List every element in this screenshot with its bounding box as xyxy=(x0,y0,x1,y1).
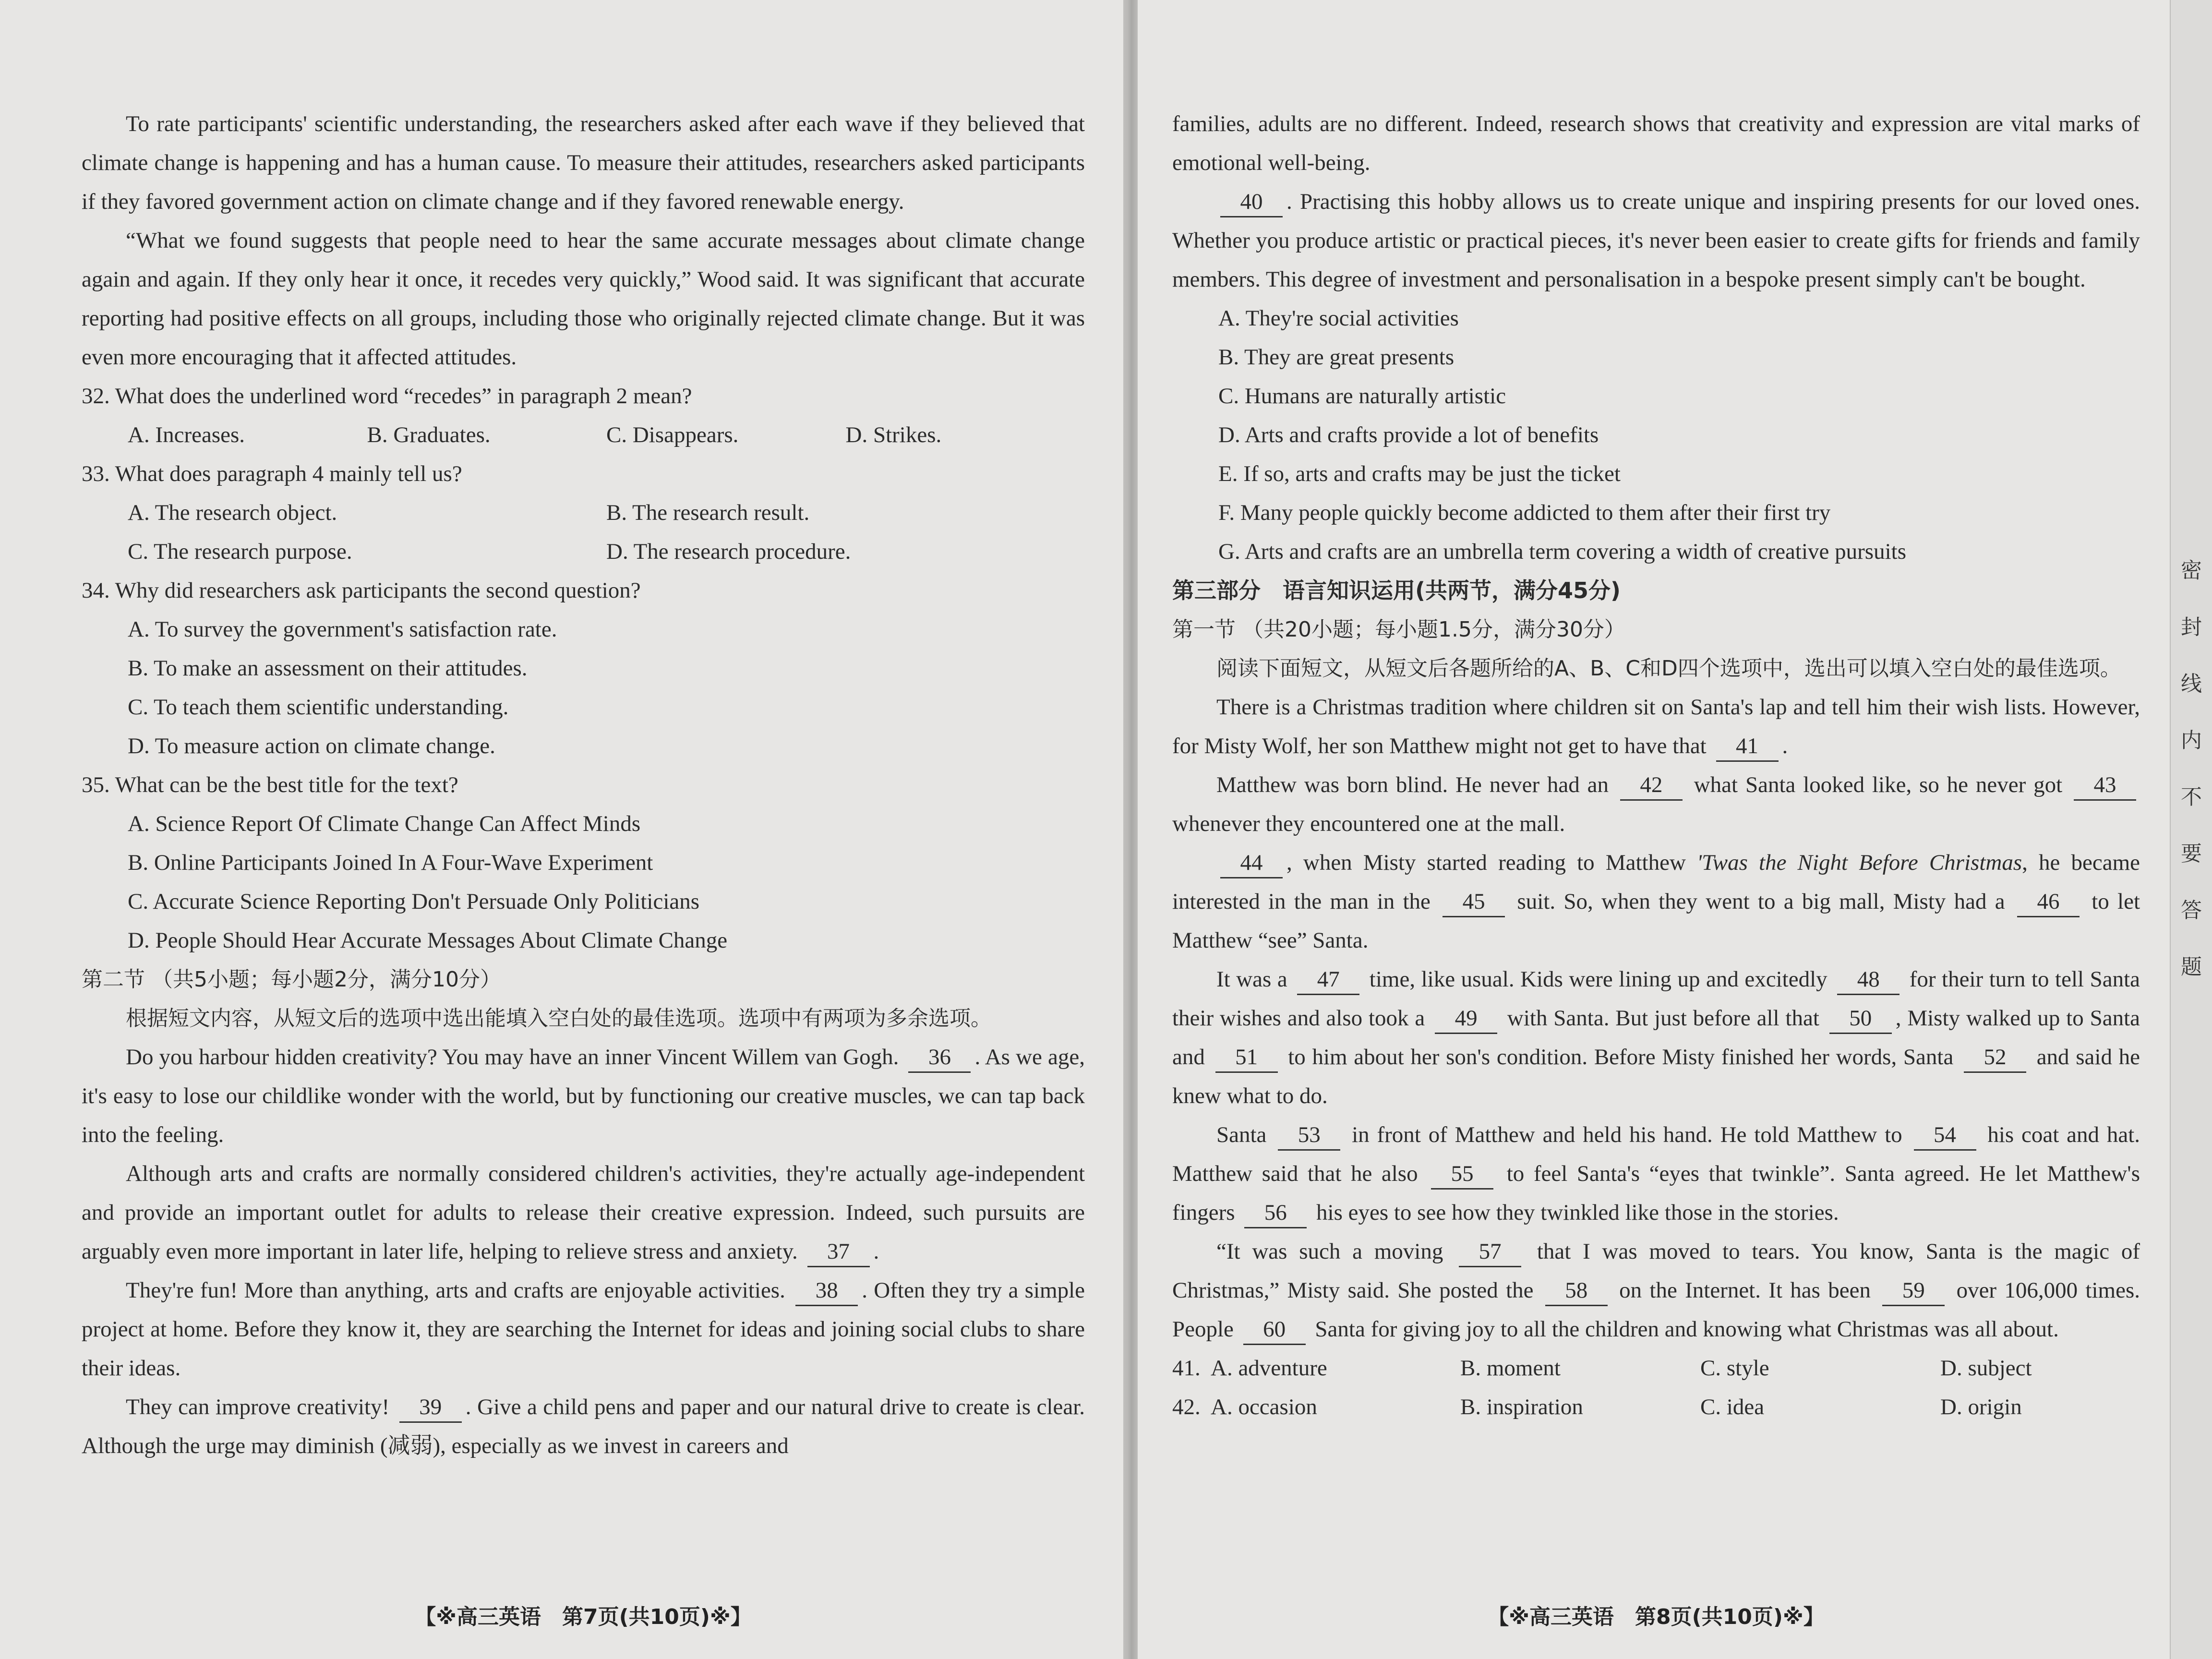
section-2-instructions: 根据短文内容，从短文后的选项中选出能填入空白处的最佳选项。选项中有两项为多余选项。 xyxy=(126,1006,992,1031)
section-1-instructions: 阅读下面短文，从短文后各题所给的A、B、C和D四个选项中，选出可以填入空白处的最佳选项。 xyxy=(1216,656,2121,681)
text: time, like usual. Kids were lining up and excitedly xyxy=(1369,967,1827,992)
option: D. People Should Hear Accurate Messages About Climate Change xyxy=(128,928,728,953)
seal-char: 线 xyxy=(2181,672,2202,696)
book-title: 'Twas the Night Before Christmas xyxy=(1697,850,2022,875)
blank-37: 37 xyxy=(807,1237,870,1267)
paragraph: Although arts and crafts are normally considered children's activities, they're actually age-independent and provide an important outlet for adults to release their creative expression. Indeed, such pursuits are arguably even more important in later life, helping to relieve stress and anxiety. 37 . xyxy=(82,1154,1085,1271)
text: They're fun! More than anything, arts and crafts are enjoyable activities. xyxy=(126,1278,785,1303)
option: C. Accurate Science Reporting Don't Persuade Only Politicians xyxy=(128,889,700,914)
text: on the Internet. It has been xyxy=(1619,1278,1871,1303)
blank-41: 41 xyxy=(1716,732,1779,762)
blank-58: 58 xyxy=(1545,1276,1608,1306)
seal-char: 要 xyxy=(2181,842,2202,866)
paragraph: families, adults are no different. Indeed, research shows that creativity and expression are vital marks of emotional well-being. xyxy=(1172,111,2140,175)
blank-38: 38 xyxy=(795,1276,858,1306)
question-32-stem: 32. What does the underlined word “recedes” in paragraph 2 mean? xyxy=(82,384,692,409)
text: with Santa. But just before all that xyxy=(1507,1006,1819,1031)
blank-48: 48 xyxy=(1837,965,1899,995)
option: D. origin xyxy=(1940,1395,2022,1419)
choice: B. They are great presents xyxy=(1218,345,1455,370)
text: There is a Christmas tradition where children sit on Santa's lap and tell him their wish lists. However, for Misty Wolf, her son Matthew might not get to have that xyxy=(1172,695,2140,758)
answer-options-42 xyxy=(1172,1388,2140,1427)
option: A. adventure xyxy=(1211,1356,1327,1381)
text: They can improve creativity! xyxy=(126,1395,390,1419)
seal-line-text xyxy=(2179,542,2203,996)
question-number: 41. xyxy=(1172,1356,1201,1381)
blank-40: 40 xyxy=(1220,187,1283,217)
text: Do you harbour hidden creativity? You may have an inner Vincent Willem van Gogh. xyxy=(126,1045,899,1070)
paragraph: To rate participants' scientific understanding, the researchers asked after each wave if they believed that climate change is happening and has a human cause. To measure their attitudes, researchers asked participants if they favored government action on climate change and if they favored renewable energy. xyxy=(82,111,1085,214)
paragraph xyxy=(1172,182,2140,299)
page-8 xyxy=(1138,0,2212,1659)
paragraph xyxy=(82,1271,1085,1388)
text: to let Matthew “see” Santa. xyxy=(1172,889,2140,953)
blank-47: 47 xyxy=(1297,965,1359,995)
seal-char: 密 xyxy=(2181,558,2202,583)
blank-36: 36 xyxy=(908,1043,971,1073)
text: . As we age, it's easy to lose our childlike wonder with the world, but by functioning our creative muscles, we can tap back into the feeling. xyxy=(82,1045,1085,1147)
question-33-options xyxy=(82,532,1085,571)
text: , when Misty started reading to Matthew xyxy=(1286,850,1686,875)
text: Santa for giving joy to all the children and knowing what Christmas was all about. xyxy=(1315,1317,2059,1342)
text: to feel Santa's “eyes that twinkle”. Santa agreed. He let Matthew's fingers xyxy=(1172,1161,2140,1225)
text: “It was such a moving xyxy=(1216,1239,1443,1264)
seal-char: 题 xyxy=(2181,955,2202,979)
text: what Santa looked like, so he never got xyxy=(1694,772,2063,797)
option: D. The research procedure. xyxy=(606,539,851,564)
paragraph xyxy=(1172,843,2140,960)
text: Santa xyxy=(1216,1122,1267,1147)
paragraph xyxy=(1172,1232,2140,1349)
option: D. To measure action on climate change. xyxy=(128,733,495,758)
option: D. Strikes. xyxy=(845,422,942,447)
option: A. Increases. xyxy=(128,422,245,447)
option: B. Graduates. xyxy=(367,422,491,447)
question-32-options xyxy=(82,416,1085,455)
paragraph: There is a Christmas tradition where children sit on Santa's lap and tell him their wish lists. However, for Misty Wolf, her son Matthew might not get to have that 41 . xyxy=(1172,688,2140,766)
blank-55: 55 xyxy=(1431,1159,1493,1190)
blank-39: 39 xyxy=(399,1393,462,1423)
option: A. Science Report Of Climate Change Can Affect Minds xyxy=(128,811,641,836)
paragraph: “What we found suggests that people need to hear the same accurate messages about climate change again and again. If they only hear it once, it recedes very quickly,” Wood said. It was significant that accurate reporting had positive effects on all groups, including those who originally rejected climate change. But it was even more encouraging that it affected attitudes. xyxy=(82,228,1085,370)
option: A. The research object. xyxy=(128,500,337,525)
option: C. style xyxy=(1700,1356,1769,1381)
page-footer: 【※高三英语 第7页(共10页)※】 xyxy=(415,1605,752,1629)
question-number: 42. xyxy=(1172,1395,1201,1419)
blank-42: 42 xyxy=(1620,770,1683,801)
paragraph xyxy=(1172,1116,2140,1232)
choice: A. They're social activities xyxy=(1218,306,1459,331)
option: B. The research result. xyxy=(606,500,810,525)
option: C. To teach them scientific understanding. xyxy=(128,695,509,720)
blank-52: 52 xyxy=(1964,1043,2026,1073)
choice: C. Humans are naturally artistic xyxy=(1218,384,1506,409)
blank-60: 60 xyxy=(1243,1315,1306,1345)
seal-char: 不 xyxy=(2181,785,2202,809)
option: C. Disappears. xyxy=(606,422,739,447)
option: A. To survey the government's satisfaction rate. xyxy=(128,617,557,642)
question-33-options xyxy=(82,493,1085,532)
question-33-stem: 33. What does paragraph 4 mainly tell us? xyxy=(82,461,462,486)
blank-51: 51 xyxy=(1215,1043,1278,1073)
part-3-title: 第三部分 语言知识运用(共两节，满分45分) xyxy=(1172,577,1621,603)
blank-43: 43 xyxy=(2074,770,2136,801)
option: B. moment xyxy=(1460,1356,1561,1381)
blank-57: 57 xyxy=(1459,1237,1521,1267)
option: B. Online Participants Joined In A Four-Wave Experiment xyxy=(128,850,653,875)
paragraph xyxy=(1172,960,2140,1116)
choice: E. If so, arts and crafts may be just the ticket xyxy=(1218,461,1621,486)
text: in front of Matthew and held his hand. He told Matthew to xyxy=(1352,1122,1902,1147)
choice: F. Many people quickly become addicted to them after their first try xyxy=(1218,500,1831,525)
blank-46: 46 xyxy=(2017,887,2080,917)
section-1-title: 第一节 （共20小题；每小题1.5分，满分30分） xyxy=(1172,617,1625,642)
text: . Often they try a simple project at home. Before they know it, they are searching the Internet for ideas and joining social clubs to share their ideas. xyxy=(82,1278,1085,1381)
paragraph xyxy=(82,1038,1085,1154)
blank-54: 54 xyxy=(1914,1120,1976,1151)
text: whenever they encountered one at the mall. xyxy=(1172,811,1565,836)
option: B. To make an assessment on their attitudes. xyxy=(128,656,528,681)
paragraph xyxy=(1172,766,2140,843)
choice: G. Arts and crafts are an umbrella term covering a width of creative pursuits xyxy=(1218,539,1906,564)
text: . Give a child pens and paper and our natural drive to create is clear. Although the urge may diminish (减弱), especially as we invest in careers and xyxy=(82,1395,1085,1458)
paragraph xyxy=(82,1388,1085,1466)
page-footer: 【※高三英语 第8页(共10页)※】 xyxy=(1488,1605,1825,1629)
text: . Practising this hobby allows us to create unique and inspiring presents for our loved ones. Whether you produce artistic or practical pieces, it's never been easier to create gifts for friends and family members. This degree of investment and personalisation in a bespoke present simply can't be bought. xyxy=(1172,189,2140,292)
blank-56: 56 xyxy=(1244,1198,1307,1228)
option: C. idea xyxy=(1700,1395,1765,1419)
text: suit. So, when they went to a big mall, Misty had a xyxy=(1517,889,2005,914)
seal-char: 封 xyxy=(2181,615,2202,639)
seal-char: 内 xyxy=(2181,728,2202,753)
blank-45: 45 xyxy=(1443,887,1505,917)
text: for their turn to tell Santa their wishes and also took a xyxy=(1172,967,2140,1031)
text: It was a xyxy=(1216,967,1287,992)
text: , he became interested in the man in the xyxy=(1172,850,2140,914)
option: D. subject xyxy=(1940,1356,2032,1381)
option: A. occasion xyxy=(1211,1395,1317,1419)
blank-49: 49 xyxy=(1435,1004,1497,1034)
blank-44: 44 xyxy=(1220,848,1283,878)
seal-char: 答 xyxy=(2181,898,2202,923)
text: and said he knew what to do. xyxy=(1172,1045,2140,1108)
text: to him about her son's condition. Before Misty finished her words, Santa xyxy=(1288,1045,1954,1070)
text: Although arts and crafts are normally considered children's activities, they're actually age-independent and provide an important outlet for adults to release their creative expression. Indeed, such pursuits are arguably even more important in later life, helping to relieve stress and anxiety. xyxy=(82,1161,1085,1264)
blank-53: 53 xyxy=(1278,1120,1340,1151)
option: C. The research purpose. xyxy=(128,539,352,564)
section-2-title: 第二节 （共5小题；每小题2分，满分10分） xyxy=(82,967,501,992)
question-35-stem: 35. What can be the best title for the text? xyxy=(82,772,458,797)
text: his coat and hat. Matthew said that he also xyxy=(1172,1122,2140,1186)
text: Matthew was born blind. He never had an xyxy=(1216,772,1609,797)
blank-59: 59 xyxy=(1882,1276,1945,1306)
blank-50: 50 xyxy=(1829,1004,1892,1034)
choices-list xyxy=(1172,299,2140,571)
question-34-stem: 34. Why did researchers ask participants the second question? xyxy=(82,578,641,603)
answer-options-41 xyxy=(1172,1349,2140,1388)
text: his eyes to see how they twinkled like those in the stories. xyxy=(1316,1200,1839,1225)
choice: D. Arts and crafts provide a lot of benefits xyxy=(1218,422,1599,447)
text: , Misty walked up to Santa and xyxy=(1172,1006,2140,1070)
text: over 106,000 times. People xyxy=(1172,1278,2140,1342)
text: that I was moved to tears. You know, Santa is the magic of Christmas,” Misty said. She posted the xyxy=(1172,1239,2140,1303)
option: B. inspiration xyxy=(1460,1395,1583,1419)
